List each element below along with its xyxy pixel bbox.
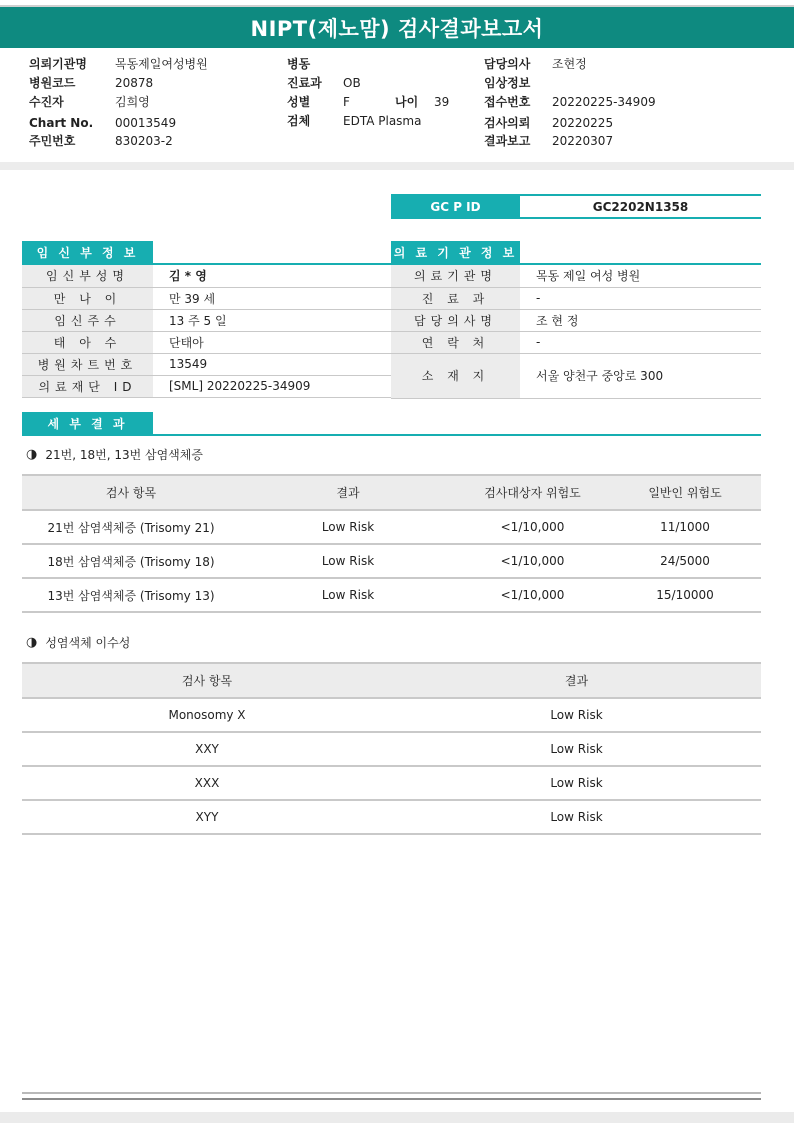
info-row	[391, 353, 761, 398]
info-value: 김 * 영	[153, 265, 391, 287]
pregnant-info-table	[22, 265, 391, 398]
header-label-age: 나이	[395, 95, 419, 109]
column-header: 검사대상자 위험도	[456, 475, 609, 510]
header-label: 병원코드	[29, 76, 76, 90]
header-label: 주민번호	[29, 134, 76, 148]
table-row	[22, 698, 761, 732]
info-row	[391, 331, 761, 353]
info-key: 임신부성명	[22, 265, 153, 287]
column-header: 검사 항목	[22, 663, 392, 698]
header-value: F	[343, 95, 350, 109]
half-circle-icon: ◑	[26, 447, 38, 462]
table-cell: 13번 삼염색체증 (Trisomy 13)	[22, 578, 240, 612]
header-label: 검사의뢰	[484, 116, 531, 130]
info-value: 목동 제일 여성 병원	[520, 265, 761, 287]
table-cell: 24/5000	[609, 544, 761, 578]
table-cell: <1/10,000	[456, 578, 609, 612]
trisomy-table	[22, 474, 761, 613]
header-label: 임상정보	[484, 76, 531, 90]
sex-chromosome-table	[22, 662, 761, 835]
trisomy-heading	[26, 446, 203, 463]
info-row	[22, 265, 391, 287]
table-cell: 18번 삼염색체증 (Trisomy 18)	[22, 544, 240, 578]
sex-chromosome-heading-text: 성염색체 이수성	[45, 636, 131, 650]
info-key: 병원차트번호	[22, 353, 153, 375]
table-row	[22, 732, 761, 766]
header-label: 진료과	[287, 76, 322, 90]
table-cell: Low Risk	[392, 698, 761, 732]
header-value: 김희영	[115, 95, 150, 109]
gcp-id-box	[391, 194, 761, 219]
table-row	[22, 766, 761, 800]
table-cell: Low Risk	[240, 578, 456, 612]
table-cell: XXY	[22, 732, 392, 766]
info-row	[22, 331, 391, 353]
info-key: 의료재단 ID	[22, 375, 153, 397]
section-tab-institution: 의 료 기 관 정 보	[391, 241, 520, 263]
table-cell: Low Risk	[240, 510, 456, 544]
table-row	[22, 544, 761, 578]
info-value: 13549	[153, 353, 391, 375]
institution-info-table	[391, 265, 761, 399]
header-value: 20878	[115, 76, 154, 90]
table-row	[22, 510, 761, 544]
header-label: 접수번호	[484, 95, 531, 109]
header-value: EDTA Plasma	[343, 114, 422, 128]
column-header: 결과	[240, 475, 456, 510]
info-value: -	[520, 287, 761, 309]
section-tab-detail: 세 부 결 과	[22, 412, 153, 434]
table-cell: 11/1000	[609, 510, 761, 544]
info-key: 임신주수	[22, 309, 153, 331]
info-row	[22, 309, 391, 331]
table-cell: 21번 삼염색체증 (Trisomy 21)	[22, 510, 240, 544]
info-value: -	[520, 331, 761, 353]
gcp-id-value: GC2202N1358	[592, 199, 689, 214]
column-header: 일반인 위험도	[609, 475, 761, 510]
info-key: 의료기관명	[391, 265, 520, 287]
info-key: 소 재 지	[391, 353, 520, 398]
table-cell: Monosomy X	[22, 698, 392, 732]
header-label: Chart No.	[29, 116, 94, 130]
info-value: 서울 양천구 중앙로 300	[520, 353, 761, 398]
table-cell: 15/10000	[609, 578, 761, 612]
table-cell: <1/10,000	[456, 510, 609, 544]
header-value: 00013549	[115, 116, 177, 130]
footer-rule	[22, 1098, 761, 1100]
column-header: 검사 항목	[22, 475, 240, 510]
header-label: 결과보고	[484, 134, 531, 148]
info-key: 담당의사명	[391, 309, 520, 331]
header-label: 의뢰기관명	[29, 57, 87, 71]
gcp-id-label: GC P ID	[391, 196, 520, 217]
info-value: 단태아	[153, 331, 391, 353]
table-row	[22, 800, 761, 834]
info-row	[22, 375, 391, 397]
header-value: 20220225	[552, 116, 614, 130]
column-header: 결과	[392, 663, 761, 698]
header-value-age: 39	[434, 95, 450, 109]
table-header-row	[22, 663, 761, 698]
header-separator	[0, 162, 794, 170]
info-row	[391, 287, 761, 309]
header-value: 조현정	[552, 57, 587, 71]
table-header-row	[22, 475, 761, 510]
header-label: 검체	[287, 114, 311, 128]
header-value: OB	[343, 76, 361, 90]
table-cell: XXX	[22, 766, 392, 800]
info-row	[22, 353, 391, 375]
trisomy-heading-text: 21번, 18번, 13번 삼염색체증	[45, 448, 203, 462]
header-value: 830203-2	[115, 134, 173, 148]
table-cell: <1/10,000	[456, 544, 609, 578]
report-title: NIPT(제노맘) 검사결과보고서	[0, 7, 794, 48]
info-row	[22, 287, 391, 309]
header-label: 수진자	[29, 95, 64, 109]
info-row	[391, 309, 761, 331]
info-value: 조 현 정	[520, 309, 761, 331]
table-cell: Low Risk	[392, 800, 761, 834]
info-value: 만 39 세	[153, 287, 391, 309]
header-value: 20220307	[552, 134, 614, 148]
header-value: 20220225-34909	[552, 95, 656, 109]
sex-chromosome-heading	[26, 634, 130, 651]
table-cell: Low Risk	[240, 544, 456, 578]
header-label: 성별	[287, 95, 311, 109]
info-row	[391, 265, 761, 287]
info-value: 13 주 5 일	[153, 309, 391, 331]
header-label: 병동	[287, 57, 311, 71]
table-cell: Low Risk	[392, 732, 761, 766]
table-cell: Low Risk	[392, 766, 761, 800]
section-tab-pregnant: 임 신 부 정 보	[22, 241, 153, 263]
header-label: 담당의사	[484, 57, 531, 71]
half-circle-icon: ◑	[26, 635, 38, 650]
footer-rule	[22, 1092, 761, 1094]
info-key: 태 아 수	[22, 331, 153, 353]
info-key: 진 료 과	[391, 287, 520, 309]
table-cell: XYY	[22, 800, 392, 834]
info-key: 만 나 이	[22, 287, 153, 309]
table-row	[22, 578, 761, 612]
info-value: [SML] 20220225-34909	[153, 375, 391, 397]
info-key: 연 락 처	[391, 331, 520, 353]
header-value: 목동제일여성병원	[115, 57, 208, 71]
section-rule	[22, 434, 761, 436]
